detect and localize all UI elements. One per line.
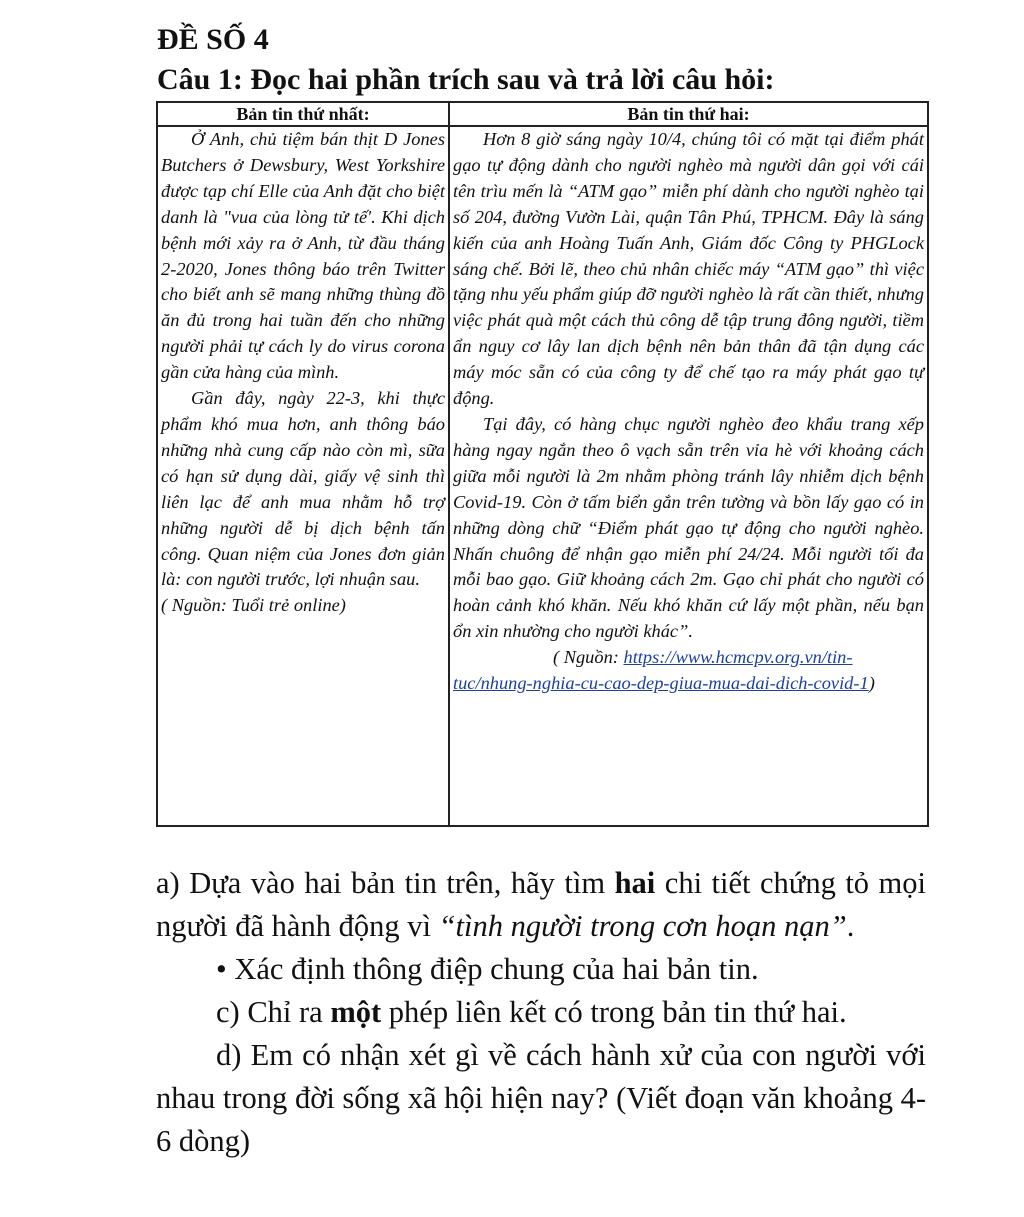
news-1-paragraph: Gần đây, ngày 22-3, khi thực phẩm khó mua hơn, anh thông báo những nhà cung cấp nào còn mì, sữa có hạn sử dụng dài, giấy vệ sinh thì liên lạc để anh mua nhằm hỗ trợ những người dễ bị dịch bệnh tấn công. Quan niệm của Jones đơn giản là: con người trước, lợi nhuận sau. xyxy=(161,388,445,590)
news-table xyxy=(156,101,929,827)
news-2-paragraph: Hơn 8 giờ sáng ngày 10/4, chúng tôi có mặt tại điểm phát gạo tự động dành cho người nghèo mà người dân gọi với cái tên trìu mến là “ATM gạo” miễn phí dành cho người nghèo tại số 204, đường Vườn Lài, quận Tân Phú, TPHCM. Đây là sáng kiến của anh Hoàng Tuấn Anh, Giám đốc Công ty PHGLock sáng chế. Bởi lẽ, theo chủ nhân chiếc máy “ATM gạo” thì việc tặng nhu yếu phẩm giúp đỡ người nghèo là rất cần thiết, nhưng việc phát quà một cách thủ công dễ tập trung đông người, tiềm ẩn nguy cơ lây lan dịch bệnh nên bản thân đã tận dụng các máy móc sẵn có của công ty để chế tạo ra máy phát gạo tự động. xyxy=(453,129,924,409)
question-c-suffix: phép liên kết có trong bản tin thứ hai. xyxy=(381,995,847,1029)
news-2-source xyxy=(453,645,924,697)
question-a-mid: chi tiết chứng tỏ mọi người đã hành động vì xyxy=(156,866,926,943)
col1-header: Bản tin thứ nhất: xyxy=(157,102,449,126)
question-a-end: . xyxy=(846,909,855,943)
question-b xyxy=(156,948,926,991)
bullet-icon: • xyxy=(216,952,227,986)
news-1-cell xyxy=(157,126,449,826)
news-2-cell xyxy=(449,126,928,826)
question-c xyxy=(156,991,926,1034)
news-1-paragraph: Ở Anh, chủ tiệm bán thịt D Jones Butchers ở Dewsbury, West Yorkshire được tạp chí Elle của Anh đặt cho biệt danh là "vua của lòng tử tế'. Khi dịch bệnh mới xảy ra ở Anh, từ đầu tháng 2-2020, Jones thông báo trên Twitter cho biết anh sẽ mang những thùng đồ ăn đủ trong hai tuần đến cho những người phải tự cách ly do virus corona gần cửa hàng của mình. xyxy=(161,129,445,383)
question-a-prefix: a) Dựa vào hai bản tin trên, hãy tìm xyxy=(156,866,615,900)
question-a xyxy=(156,862,926,948)
question-d: d) Em có nhận xét gì về cách hành xử của con người với nhau trong đời sống xã hội hiện nay? (Viết đoạn văn khoảng 4-6 dòng) xyxy=(156,1038,926,1158)
questions-block xyxy=(156,862,926,1163)
news-1-source: ( Nguồn: Tuổi trẻ online) xyxy=(161,595,346,616)
question-c-bold: một xyxy=(330,995,382,1029)
source-link[interactable]: https://www.hcmcpv.org.vn/tin-tuc/nhung-nghia-cu-cao-dep-giua-mua-dai-dich-covid-1 xyxy=(453,647,869,694)
source-prefix: ( Nguồn: xyxy=(553,647,624,668)
news-2-paragraph: Tại đây, có hàng chục người nghèo đeo khẩu trang xếp hàng ngay ngắn theo ô vạch sẵn trên vỉa hè với khoảng cách giữa mỗi người là 2m nhằm phòng tránh lây nhiễm dịch bệnh Covid-19. Còn ở tấm biển gắn trên tường và bồn lấy gạo có in những dòng chữ “Điểm phát gạo tự động cho người nghèo. Nhấn chuông để nhận gạo miễn phí 24/24. Mỗi người tối đa mỗi bao gạo. Giữ khoảng cách 2m. Gạo chỉ phát cho người có hoàn cảnh khó khăn. Nếu khó khăn cứ lấy một phần, nếu bạn ổn xin nhường cho người khác”. xyxy=(453,413,924,642)
exam-title: ĐỀ SỐ 4 xyxy=(157,23,269,56)
question-b-text: Xác định thông điệp chung của hai bản tin. xyxy=(226,952,759,986)
question-a-bold: hai xyxy=(614,866,656,900)
col2-header: Bản tin thứ hai: xyxy=(449,102,928,126)
question-a-italic: “tình người trong cơn hoạn nạn” xyxy=(438,909,847,943)
source-suffix: ) xyxy=(868,673,875,694)
question-title: Câu 1: Đọc hai phần trích sau và trả lời câu hỏi: xyxy=(157,63,775,96)
question-c-prefix: c) Chỉ ra xyxy=(216,995,331,1029)
